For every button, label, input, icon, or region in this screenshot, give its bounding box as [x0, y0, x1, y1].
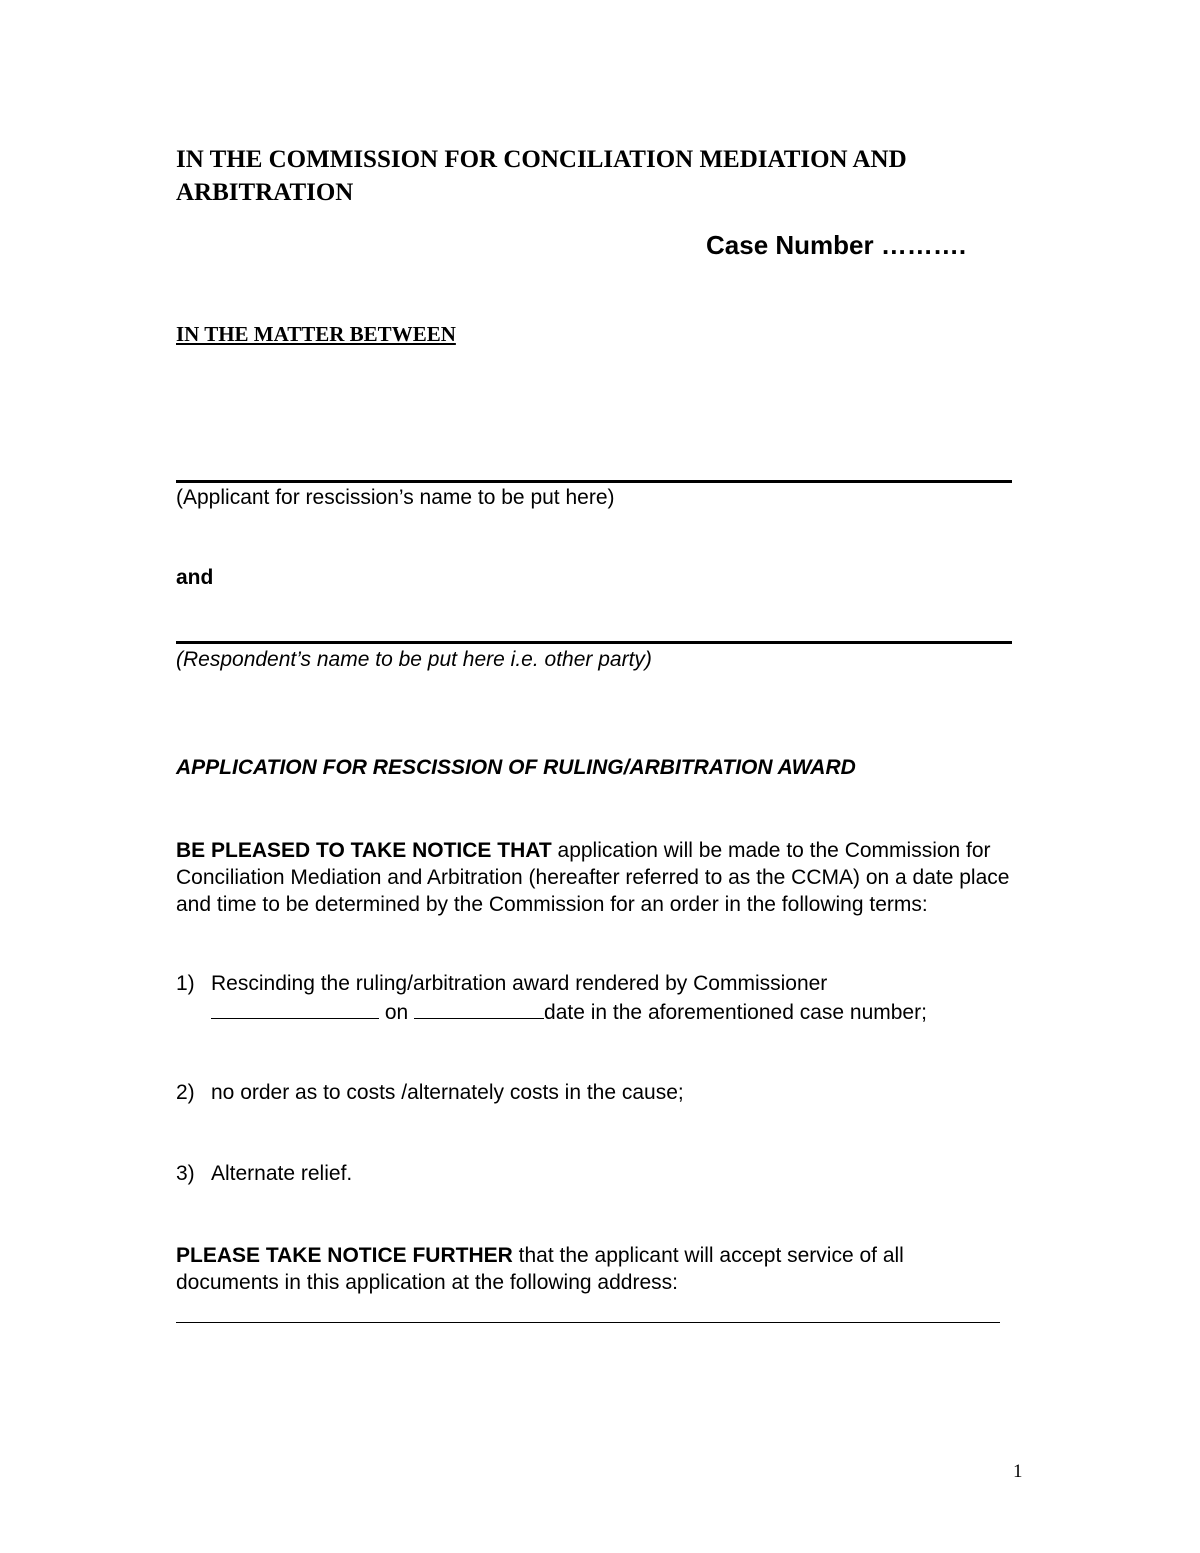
item-number: 2) — [176, 1081, 195, 1104]
address-line — [176, 1322, 1000, 1323]
item-number: 1) — [176, 972, 195, 995]
and-word: and — [176, 566, 214, 589]
application-title: APPLICATION FOR RESCISSION OF RULING/ARBITRATION AWARD — [176, 756, 856, 779]
page-number: 1 — [1013, 1461, 1023, 1482]
case-number: Case Number ………. — [706, 230, 967, 260]
commissioner-blank — [211, 1000, 379, 1019]
further-lead: PLEASE TAKE NOTICE FURTHER — [176, 1244, 513, 1267]
applicant-caption: (Applicant for rescission’s name to be put here) — [176, 486, 615, 509]
date-blank — [414, 1000, 544, 1019]
item-continuation — [211, 1000, 927, 1025]
notice-body: application will be made to the Commission for Conciliation Mediation and Arbitration (hereafter referred to as the CCMA) on a date place and time to be determined by the Commission for an order in the following terms: — [176, 839, 1010, 916]
respondent-caption: (Respondent’s name to be put here i.e. other party) — [176, 648, 652, 671]
item-tail: date in the aforementioned case number; — [544, 1001, 927, 1024]
item-text: no order as to costs /alternately costs in the cause; — [211, 1081, 684, 1104]
notice-paragraph — [176, 837, 1026, 918]
item-text: Rescinding the ruling/arbitration award rendered by Commissioner — [211, 972, 828, 995]
matter-heading: IN THE MATTER BETWEEN — [176, 322, 456, 346]
further-body: that the applicant will accept service of all documents in this application at the following address: — [176, 1244, 904, 1294]
item-number: 3) — [176, 1162, 195, 1185]
notice-lead: BE PLEASED TO TAKE NOTICE THAT — [176, 839, 552, 862]
item-on-word: on — [379, 1001, 415, 1024]
applicant-name-line — [176, 480, 1012, 483]
item-text: Alternate relief. — [211, 1162, 353, 1185]
respondent-name-line — [176, 641, 1012, 644]
court-title: IN THE COMMISSION FOR CONCILIATION MEDIATION AND ARBITRATION — [176, 146, 907, 206]
further-paragraph — [176, 1242, 1006, 1296]
